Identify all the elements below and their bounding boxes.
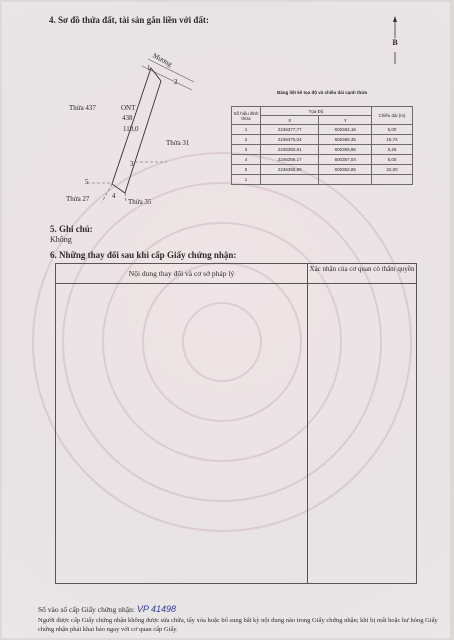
cell-len: 5,00 bbox=[372, 125, 413, 135]
table-row bbox=[232, 145, 413, 155]
cell-len bbox=[372, 175, 413, 185]
point-label-4: 4 bbox=[112, 192, 116, 200]
cell-id: 4 bbox=[232, 155, 261, 165]
changes-col2-header: Xác nhận của cơ quan có thẩm quyền bbox=[309, 265, 415, 273]
point-label-2: 2 bbox=[174, 78, 178, 86]
cell-id: 1 bbox=[232, 175, 261, 185]
registry-value: VP 41498 bbox=[136, 604, 177, 614]
coord-table-title: Bảng liệt kê tọa độ và chiều dài cạnh thửa bbox=[276, 90, 368, 95]
cell-x: 2246356,17 bbox=[261, 155, 319, 165]
table-row bbox=[232, 175, 413, 185]
cell-id: 2 bbox=[232, 135, 261, 145]
cell-x: 2246360,61 bbox=[261, 145, 319, 155]
neighbor-left: Thửa 437 bbox=[69, 104, 96, 112]
section5-value: Không bbox=[50, 235, 72, 244]
cell-id: 5 bbox=[232, 165, 261, 175]
cell-x: 2246375,04 bbox=[261, 135, 319, 145]
table-row bbox=[232, 155, 413, 165]
changes-col1-header: Nội dung thay đổi và cơ sở pháp lý bbox=[128, 269, 235, 278]
neighbor-right: Thửa 31 bbox=[166, 139, 190, 147]
cell-y: 600359,86 bbox=[319, 145, 372, 155]
cell-y: 600368,35 bbox=[319, 135, 372, 145]
table-row bbox=[232, 135, 413, 145]
cell-x: 2246358,90 bbox=[261, 165, 319, 175]
parcel-sketch bbox=[62, 52, 222, 212]
cell-len: 5,26 bbox=[372, 145, 413, 155]
cell-x bbox=[261, 175, 319, 185]
header-coord: Tọa Độ bbox=[261, 107, 372, 116]
neighbor-bottom-left: Thửa 27 bbox=[66, 195, 90, 203]
cell-id: 1 bbox=[232, 125, 261, 135]
cell-y: 600352,85 bbox=[319, 165, 372, 175]
section5-title: 5. Ghi chú: bbox=[50, 224, 93, 234]
cell-y: 600357,04 bbox=[319, 155, 372, 165]
cell-x: 2246377,77 bbox=[261, 125, 319, 135]
cell-y: 600364,16 bbox=[319, 125, 372, 135]
coordinate-table bbox=[231, 106, 413, 185]
cell-len: 22,00 bbox=[372, 165, 413, 175]
column-divider bbox=[307, 264, 308, 583]
cell-len: 16,74 bbox=[372, 135, 413, 145]
table-row bbox=[232, 165, 413, 175]
north-marker: B bbox=[390, 38, 400, 52]
registry-line bbox=[38, 604, 176, 614]
parcel-ont: ONT bbox=[121, 104, 136, 112]
header-point: Số hiệu đỉnh thửa bbox=[232, 107, 261, 125]
cell-id: 3 bbox=[232, 145, 261, 155]
cell-y bbox=[319, 175, 372, 185]
section4-title: 4. Sơ đồ thửa đất, tài sản gắn liền với đất: bbox=[49, 15, 209, 25]
header-x: X bbox=[261, 116, 319, 125]
parcel-area: 110,0 bbox=[123, 125, 139, 133]
changes-table bbox=[55, 263, 417, 584]
certificate-page bbox=[2, 2, 450, 638]
cell-len: 5,00 bbox=[372, 155, 413, 165]
neighbor-bottom: Thửa 35 bbox=[128, 198, 152, 206]
parcel-number: 438 bbox=[122, 114, 133, 122]
footer-note: Người được cấp Giấy chứng nhận không được sửa chữa, tẩy xóa hoặc bổ sung bất kỳ nội dung nào trong Giấy chứng nhận; khi bị mất hoặc hư hỏng Giấy chứng nhận phải khai báo ngay với cơ quan cấp Giấy. bbox=[38, 617, 438, 633]
point-label-3: 3 bbox=[130, 160, 134, 168]
point-label-5: 5 bbox=[85, 178, 89, 186]
neighbor-top: Mương bbox=[151, 51, 174, 69]
header-length: Chiều dài (m) bbox=[372, 107, 413, 125]
point-label-1: 1 bbox=[147, 64, 151, 72]
registry-label: Số vào sổ cấp Giấy chứng nhận: bbox=[38, 605, 135, 614]
header-y: Y bbox=[319, 116, 372, 125]
section6-title: 6. Những thay đổi sau khi cấp Giấy chứng nhận: bbox=[50, 250, 237, 260]
table-row bbox=[232, 125, 413, 135]
